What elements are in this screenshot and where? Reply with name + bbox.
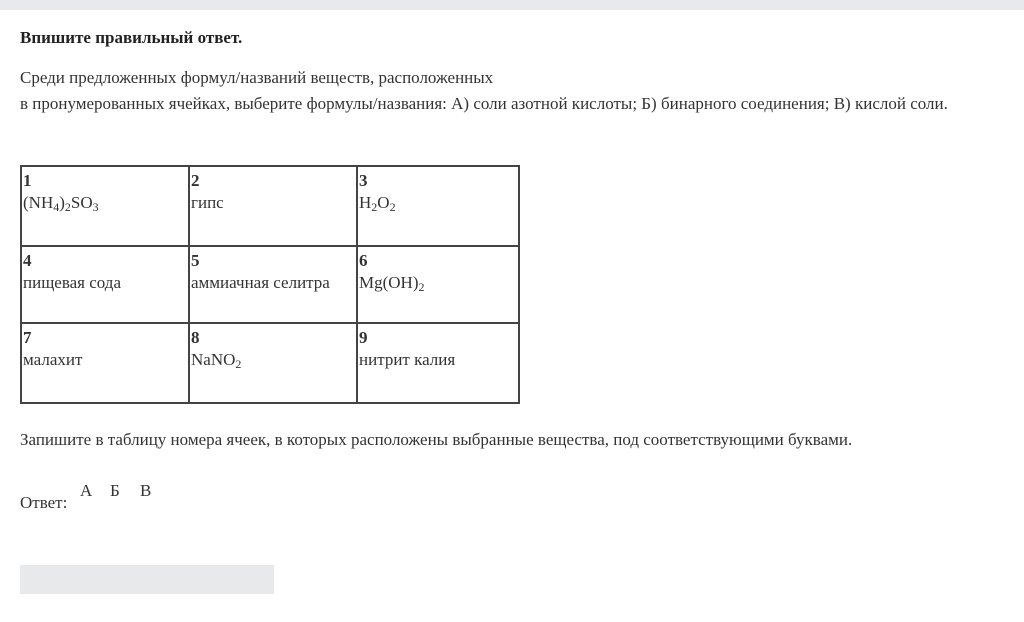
answer-input[interactable] xyxy=(20,565,274,594)
cell-number: 9 xyxy=(359,328,368,347)
formula-subscript: 2 xyxy=(389,200,396,214)
formula-text: (NH xyxy=(23,193,54,212)
formula-text: гипс xyxy=(191,193,224,212)
formula-text: нитрит калия xyxy=(359,350,456,369)
formula-subscript: 3 xyxy=(92,200,99,214)
formula-subscript: 2 xyxy=(235,357,242,371)
formula-text: O xyxy=(377,193,390,212)
table-cell xyxy=(21,246,189,323)
question-line-1: Среди предложенных формул/названий веществ, расположенных xyxy=(20,68,494,87)
table-cell xyxy=(357,323,519,403)
formula-text: малахит xyxy=(23,350,83,369)
cell-value xyxy=(359,349,517,371)
cell-number: 2 xyxy=(191,171,200,190)
table-cell xyxy=(357,246,519,323)
table-cell xyxy=(189,166,357,246)
cell-number: 4 xyxy=(23,251,32,270)
answer-letter-a: А xyxy=(80,481,93,500)
formula-subscript: 2 xyxy=(418,280,425,294)
cell-value xyxy=(359,272,517,294)
answer-letters xyxy=(80,481,170,501)
cell-number: 7 xyxy=(23,328,32,347)
formula-text: аммиачная селитра xyxy=(191,273,330,292)
task-text: Запишите в таблицу номера ячеек, в которых расположены выбранные вещества, под соответствующими буквами. xyxy=(20,430,853,449)
cell-number: 1 xyxy=(23,171,32,190)
cell-value xyxy=(23,192,187,214)
formula-text: H xyxy=(359,193,372,212)
answer-letter-b: Б xyxy=(110,481,120,500)
formula-subscript: 2 xyxy=(64,200,71,214)
instruction-heading: Впишите правильный ответ. xyxy=(20,28,243,47)
answer-label: Ответ: xyxy=(20,493,68,512)
table-cell xyxy=(189,246,357,323)
table-cell xyxy=(189,323,357,403)
cell-number: 8 xyxy=(191,328,200,347)
cell-number: 3 xyxy=(359,171,368,190)
formula-text: SO xyxy=(70,193,93,212)
cell-number: 5 xyxy=(191,251,200,270)
table-cell xyxy=(21,166,189,246)
table-cell xyxy=(357,166,519,246)
table-cell xyxy=(21,323,189,403)
formula-text: пищевая сода xyxy=(23,273,121,292)
cell-value xyxy=(23,349,187,371)
answer-letter-v: В xyxy=(140,481,152,500)
top-bar xyxy=(0,0,1024,10)
question-line-2: в пронумерованных ячейках, выберите формулы/названия: А) соли азотной кислоты; Б) бинарного соединения; В) кислой соли. xyxy=(20,93,948,113)
formula-text: ) xyxy=(59,193,65,212)
formula-text: Mg(OH) xyxy=(359,273,419,292)
cell-value xyxy=(359,192,517,214)
cell-value xyxy=(191,349,355,371)
substances-table xyxy=(20,165,520,404)
formula-subscript: 4 xyxy=(53,200,60,214)
cell-number: 6 xyxy=(359,251,368,270)
question-text xyxy=(20,65,1000,116)
cell-value xyxy=(191,272,355,294)
cell-value xyxy=(23,272,187,294)
cell-value xyxy=(191,192,355,214)
formula-text: NaNO xyxy=(191,350,236,369)
formula-subscript: 2 xyxy=(371,200,378,214)
